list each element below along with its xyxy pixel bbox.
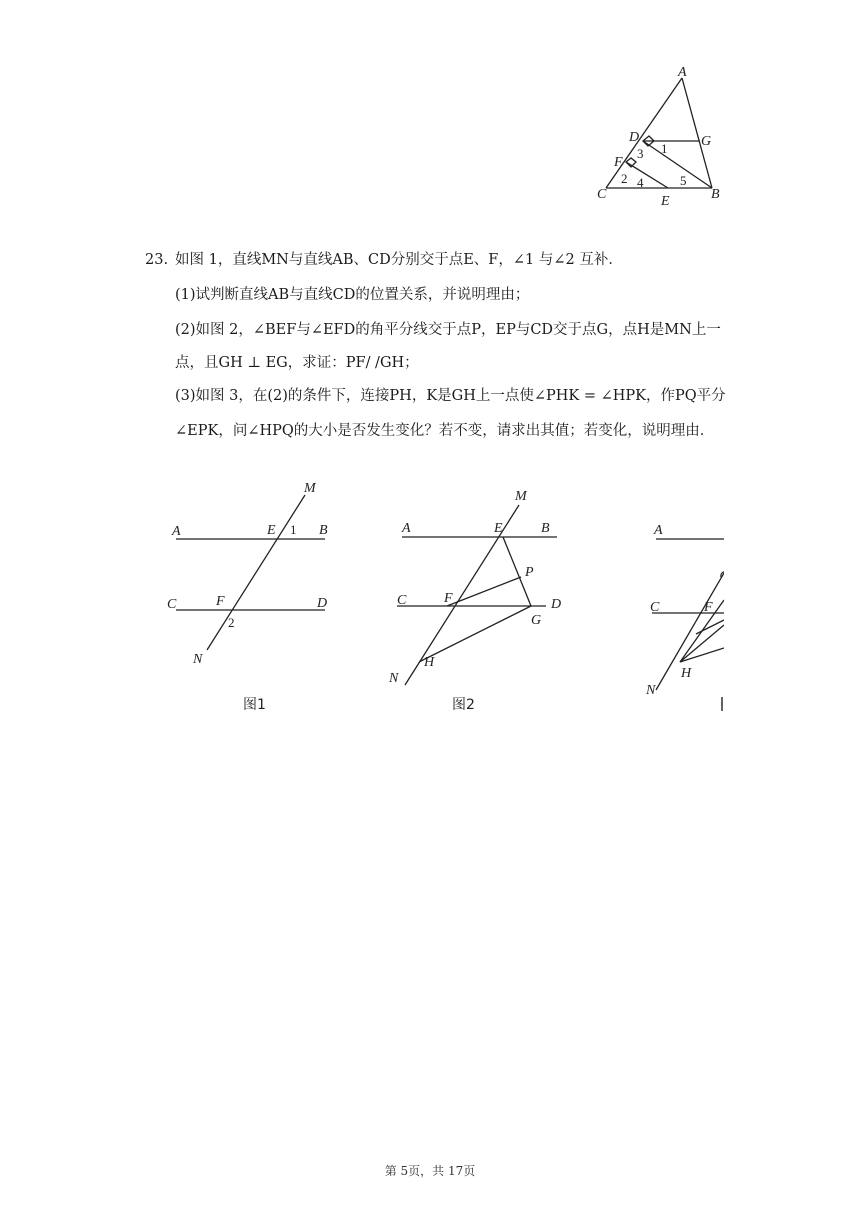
fig2-label-E: E	[494, 521, 503, 536]
top-angle-1: 1	[661, 141, 668, 156]
question-line-3: (2)如图 2，∠BEF与∠EFD的角平分线交于点P，EP与CD交于点G，点H是MN上一	[175, 322, 721, 338]
fig2-label-G: G	[531, 613, 542, 628]
figure-2	[385, 480, 575, 720]
top-angle-5: 5	[680, 173, 687, 188]
top-label-D: D	[629, 130, 640, 145]
fig3-label-F: F	[704, 600, 713, 615]
fig2-label-B: B	[541, 521, 550, 536]
fig1-caption: 图1	[243, 697, 266, 713]
fig1-label-F: F	[216, 594, 225, 609]
page-footer: 第 5页，共 17页	[384, 1164, 476, 1178]
fig2-label-C: C	[397, 593, 407, 608]
fig2-label-H: H	[424, 655, 435, 670]
fig2-label-M: M	[515, 489, 527, 504]
fig3-label-N: N	[646, 683, 656, 698]
top-angle-4: 4	[637, 175, 644, 190]
fig1-label-D: D	[317, 596, 328, 611]
fig3-label-A: A	[654, 523, 663, 538]
fig3-label-H: H	[681, 666, 692, 681]
question-line-2: (1)试判断直线AB与直线CD的位置关系，并说明理由；	[175, 287, 530, 303]
top-triangle-figure	[590, 62, 730, 212]
fig2-label-N: N	[389, 671, 399, 686]
fig2-label-F: F	[444, 591, 453, 606]
question-line-5: (3)如图 3，在(2)的条件下，连接PH，K是GH上一点使∠PHK = ∠HPK，作PQ平分	[175, 388, 726, 404]
question-line-4: 点，且GH ⊥ EG，求证：PF/ /GH；	[175, 355, 419, 371]
top-angle-2: 2	[621, 171, 628, 186]
top-angle-3: 3	[637, 146, 644, 161]
fig2-label-P: P	[525, 565, 534, 580]
question-number: 23.	[145, 252, 169, 268]
figure-1	[160, 475, 340, 720]
top-label-C: C	[597, 187, 607, 202]
fig1-label-B: B	[319, 523, 328, 538]
top-label-E: E	[661, 194, 670, 209]
fig1-label-N: N	[193, 652, 203, 667]
top-label-F: F	[614, 155, 623, 170]
fig2-caption: 图2	[452, 697, 475, 713]
fig1-angle-1: 1	[290, 522, 297, 537]
fig1-angle-2: 2	[228, 615, 235, 630]
question-line-1: 如图 1，直线MN与直线AB、CD分别交于点E、F，∠1 与∠2 互补．	[175, 252, 623, 268]
fig1-label-M: M	[304, 481, 316, 496]
fig3-label-C: C	[650, 600, 660, 615]
figure-3	[640, 510, 724, 720]
top-label-B: B	[711, 187, 720, 202]
top-label-G: G	[701, 134, 712, 149]
question-line-6: ∠EPK，问∠HPQ的大小是否发生变化？若不变，请求出其值；若变化，说明理由．	[175, 423, 715, 439]
fig1-label-A: A	[172, 524, 181, 539]
fig2-label-D: D	[551, 597, 562, 612]
fig1-label-C: C	[167, 597, 177, 612]
fig2-label-A: A	[402, 521, 411, 536]
top-label-A: A	[678, 65, 687, 80]
fig1-label-E: E	[267, 523, 276, 538]
